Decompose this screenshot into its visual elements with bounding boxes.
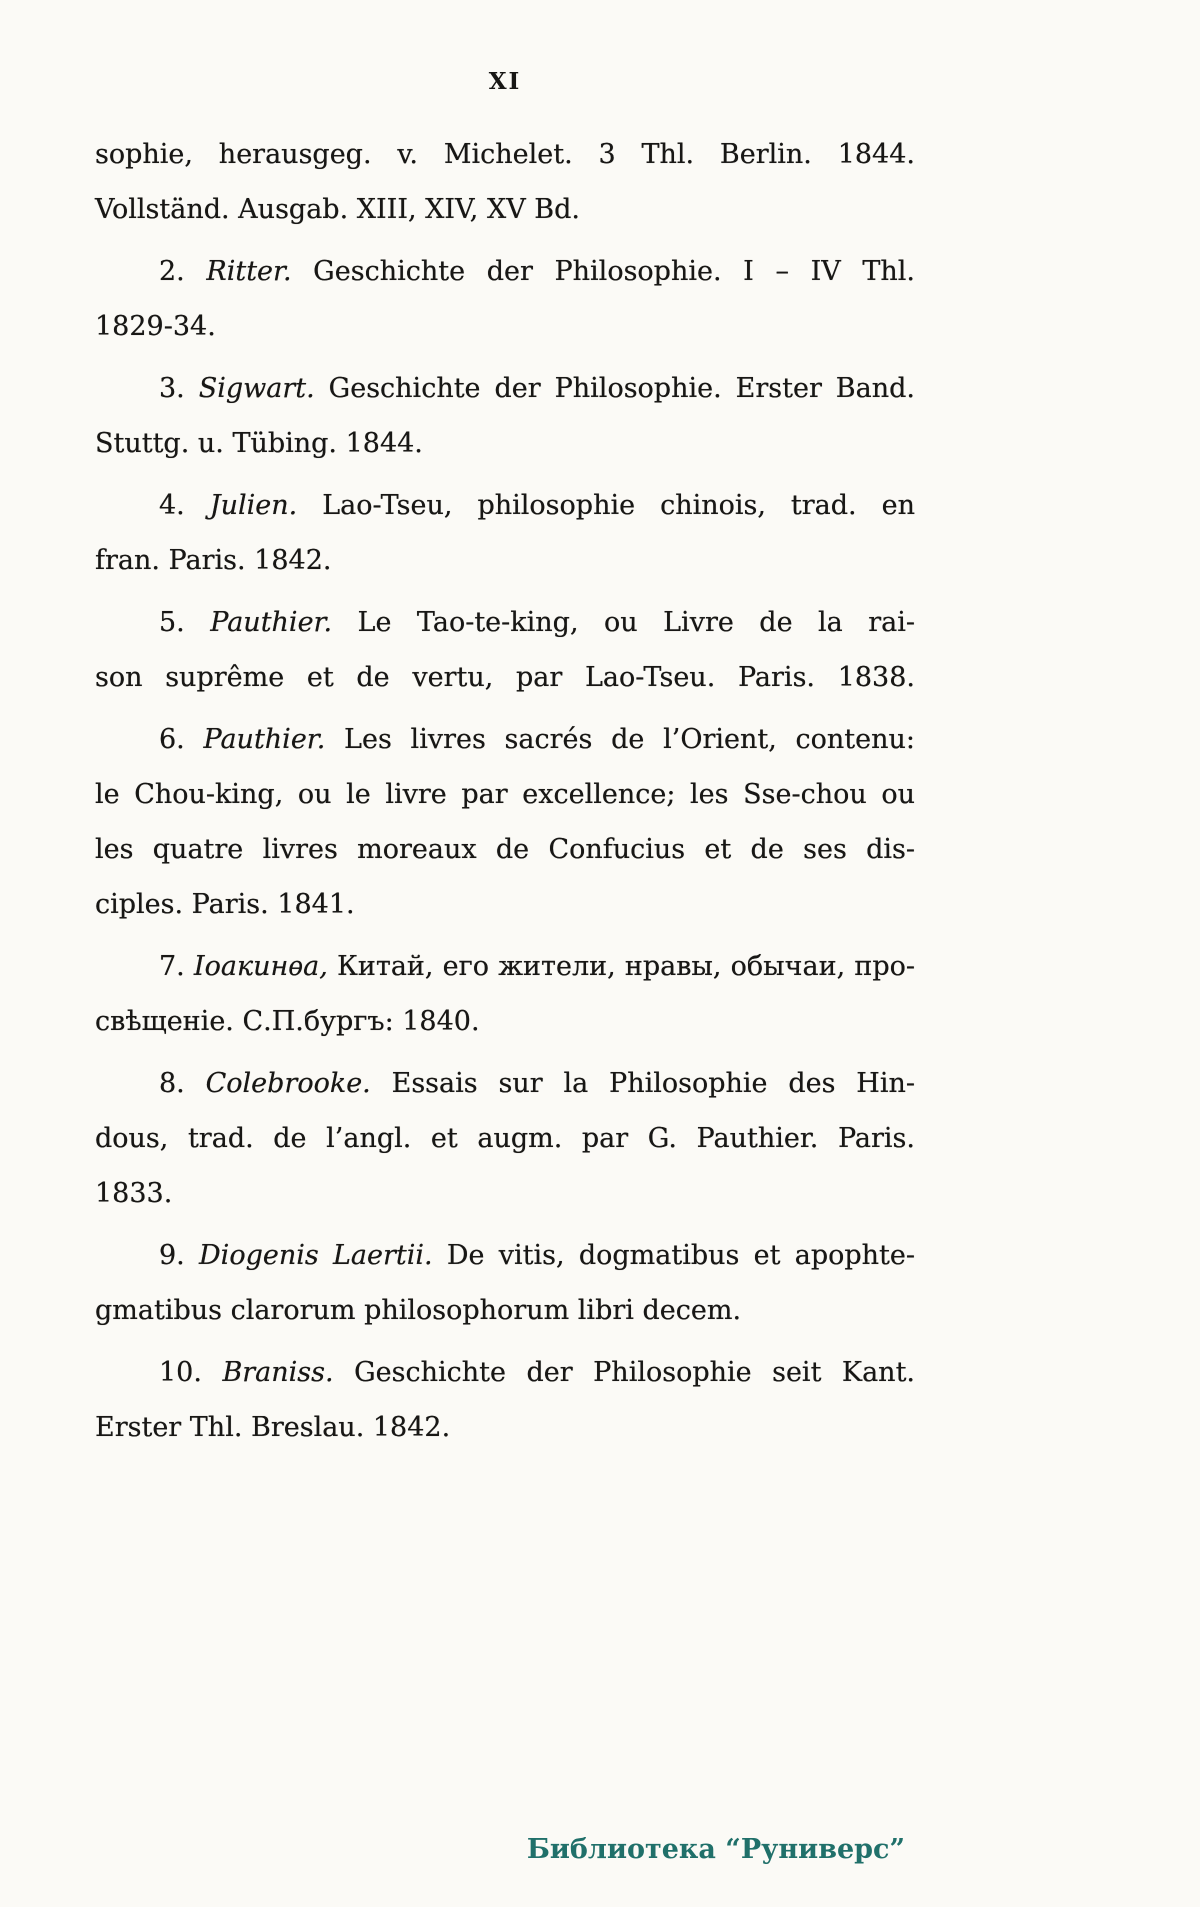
- text-segment: Lao-Tseu, philosophie chinois, trad. en: [297, 490, 916, 521]
- text-line: [95, 712, 915, 767]
- text-segment: les quatre livres moreaux de Confucius et de ses dis-: [95, 834, 915, 865]
- text-segment: 4.: [159, 490, 210, 521]
- author-name: Pauthier.: [210, 607, 333, 638]
- text-segment: De vitis, dogmatibus et apophte-: [432, 1240, 915, 1271]
- bibliography-entry: [95, 939, 915, 1049]
- author-name: Colebrooke.: [205, 1068, 371, 1099]
- author-name: Pauthier.: [203, 724, 326, 755]
- text-line: [95, 1345, 915, 1400]
- text-line: [95, 127, 915, 182]
- text-segment: sophie, herausgeg. v. Michelet. 3 Thl. Berlin. 1844.: [95, 139, 915, 170]
- text-segment: Geschichte der Philosophie seit Kant.: [333, 1357, 915, 1388]
- text-segment: ciples. Paris. 1841.: [95, 889, 355, 920]
- text-segment: Erster Thl. Breslau. 1842.: [95, 1412, 451, 1443]
- page-header: [95, 0, 915, 95]
- author-name: Sigwart.: [198, 373, 315, 404]
- text-line: [95, 416, 915, 471]
- text-segment: 1829-34.: [95, 311, 216, 342]
- text-line: [95, 1228, 915, 1283]
- text-line: [95, 650, 915, 705]
- text-line: [95, 939, 915, 994]
- text-line: [95, 361, 915, 416]
- text-line: [95, 244, 915, 299]
- text-line: [95, 1166, 915, 1221]
- text-segment: 8.: [159, 1068, 206, 1099]
- bibliography-entry: [95, 361, 915, 471]
- bibliography-entry: [95, 712, 915, 932]
- text-segment: fran. Paris. 1842.: [95, 545, 332, 576]
- bibliography-entry: [95, 1056, 915, 1221]
- text-segment: son suprême et de vertu, par Lao-Tseu. Paris. 1838.: [95, 662, 915, 693]
- bibliography-entry: [95, 127, 915, 237]
- text-line: [95, 1111, 915, 1166]
- text-line: [95, 994, 915, 1049]
- text-line: [95, 1056, 915, 1111]
- bibliography-entry: [95, 478, 915, 588]
- author-name: Braniss.: [222, 1357, 334, 1388]
- text-segment: Geschichte der Philosophie. Erster Band.: [314, 373, 915, 404]
- author-name: Ritter.: [206, 256, 292, 287]
- text-line: [95, 877, 915, 932]
- bibliography-entry: [95, 1345, 915, 1455]
- author-name: Іоакинѳа,: [193, 951, 328, 982]
- text-segment: 2.: [159, 256, 207, 287]
- text-segment: 5.: [159, 607, 211, 638]
- text-segment: dous, trad. de l’angl. et augm. par G. Pauthier. Paris.: [95, 1123, 915, 1154]
- text-segment: Essais sur la Philosophie des Hin-: [370, 1068, 915, 1099]
- text-segment: Le Tao-te-king, ou Livre de la rai-: [332, 607, 916, 638]
- text-line: [95, 1283, 915, 1338]
- page-number: XI: [488, 68, 522, 95]
- text-segment: Китай, его жители, нравы, обычаи, про-: [327, 951, 915, 982]
- text-line: [95, 767, 915, 822]
- text-segment: 6.: [159, 724, 204, 755]
- text-line: [95, 822, 915, 877]
- text-segment: Stuttg. u. Tübing. 1844.: [95, 428, 423, 459]
- text-segment: Les livres sacrés de l’Orient, contenu:: [325, 724, 915, 755]
- bibliography-list: [95, 127, 915, 1455]
- bibliography-entry: [95, 244, 915, 354]
- text-line: [95, 182, 915, 237]
- text-line: [95, 533, 915, 588]
- text-segment: 1833.: [95, 1178, 173, 1209]
- bibliography-entry: [95, 1228, 915, 1338]
- text-segment: 3.: [159, 373, 199, 404]
- author-name: Julien.: [209, 490, 298, 521]
- text-segment: 9.: [159, 1240, 200, 1271]
- text-segment: gmatibus clarorum philosophorum libri decem.: [95, 1295, 742, 1326]
- text-segment: Geschichte der Philosophie. I – IV Thl.: [291, 256, 915, 287]
- author-name: Diogenis Laertii.: [199, 1240, 433, 1271]
- text-segment: Vollständ. Ausgab. XIII, XIV, XV Bd.: [95, 194, 580, 225]
- library-watermark: Библиотека “Руниверс”: [526, 1834, 905, 1865]
- text-segment: свѣщеніе. С.П.бургъ: 1840.: [95, 1006, 480, 1037]
- text-segment: le Chou-king, ou le livre par excellence; les Sse-chou ou: [95, 779, 915, 810]
- text-line: [95, 1400, 915, 1455]
- text-line: [95, 478, 915, 533]
- bibliography-entry: [95, 595, 915, 705]
- text-segment: 7.: [159, 951, 194, 982]
- text-line: [95, 299, 915, 354]
- text-line: [95, 595, 915, 650]
- text-segment: 10.: [159, 1357, 223, 1388]
